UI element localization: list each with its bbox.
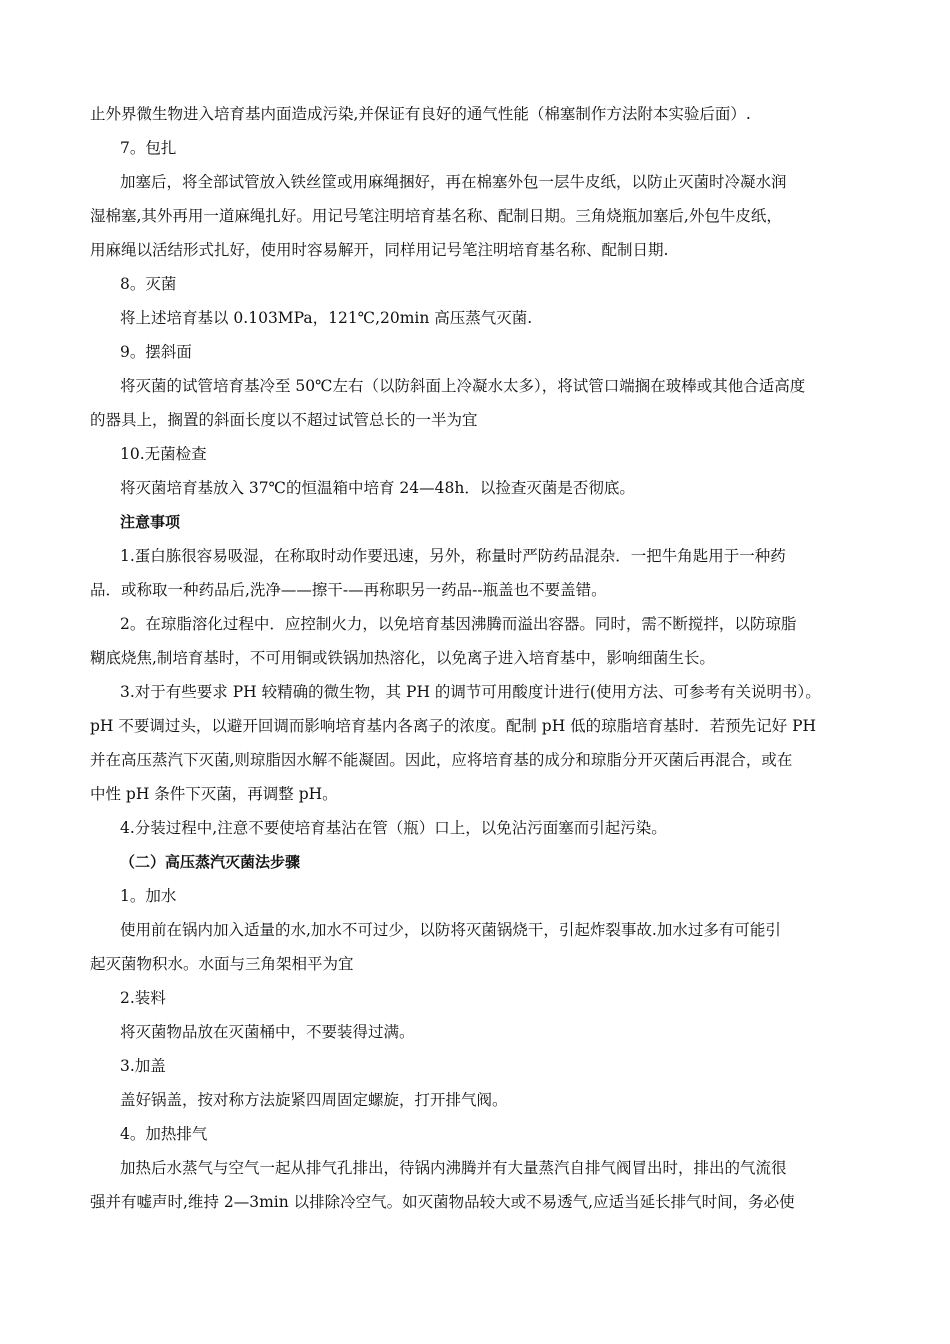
section-heading: 1。加水	[120, 887, 177, 905]
text-line: 强并有嘘声时,维持 2—3min 以排除冷空气。如灭菌物品较大或不易透气,应适当延长排气时间，务必使	[90, 1193, 795, 1211]
section-heading: （二）高压蒸汽灭菌法步骤	[120, 853, 301, 871]
section-heading: 注意事项	[120, 513, 181, 531]
section-heading: 10.无菌检查	[120, 445, 207, 463]
text-line: 湿棉塞,其外再用一道麻绳扎好。用记号笔注明培育基名称、配制日期。三角烧瓶加塞后,外包牛皮纸，	[90, 207, 782, 225]
text-line: 止外界微生物进入培育基内面造成污染,并保证有良好的通气性能（棉塞制作方法附本实验后面）.	[90, 105, 751, 123]
paragraph-first-line: 盖好锅盖，按对称方法旋紧四周固定螺旋，打开排气阀。	[120, 1091, 508, 1109]
text-line: 中性 pH 条件下灭菌，再调整 pH。	[90, 785, 338, 803]
section-heading: 9。摆斜面	[120, 343, 192, 361]
text-line: 起灭菌物积水。水面与三角架相平为宜	[90, 955, 354, 973]
paragraph-first-line: 3.对于有些要求 PH 较精确的微生物，其 PH 的调节可用酸度计进行(使用方法、可参考有关说明书）。	[120, 683, 821, 701]
text-line: 并在高压蒸汽下灭菌,则琼脂因水解不能凝固。因此，应将培育基的成分和琼脂分开灭菌后再混合，或在	[90, 751, 793, 769]
text-line: 品．或称取一种药品后,洗净——擦干-—再称职另一药品--瓶盖也不要盖错。	[90, 581, 607, 599]
paragraph-first-line: 2。在琼脂溶化过程中．应控制火力，以免培育基因沸腾而溢出容器。同时，需不断搅拌，以防琼脂	[120, 615, 797, 633]
text-line: 用麻绳以活结形式扎好，使用时容易解开，同样用记号笔注明培育基名称、配制日期.	[90, 241, 669, 259]
section-heading: 3.加盖	[120, 1057, 166, 1075]
section-heading: 2.装料	[120, 989, 166, 1007]
document-body	[90, 97, 865, 1219]
paragraph-first-line: 加塞后，将全部试管放入铁丝筐或用麻绳捆好，再在棉塞外包一层牛皮纸，以防止灭菌时冷凝水润	[120, 173, 787, 191]
paragraph-first-line: 使用前在锅内加入适量的水,加水不可过少，以防将灭菌锅烧干，引起炸裂事故.加水过多有可能引	[120, 921, 781, 939]
text-line: 的器具上，搁置的斜面长度以不超过试管总长的一半为宜	[90, 411, 478, 429]
paragraph-first-line: 4.分装过程中,注意不要使培育基沾在管（瓶）口上，以免沾污面塞而引起污染。	[120, 819, 667, 837]
text-line: pH 不要调过头，以避开回调而影响培育基内各离子的浓度。配制 pH 低的琼脂培育基时．若预先记好 PH	[90, 717, 817, 735]
section-heading: 8。灭菌	[120, 275, 177, 293]
paragraph-first-line: 将灭菌培育基放入 37℃的恒温箱中培育 24—48h．以捡查灭菌是否彻底。	[120, 479, 635, 497]
paragraph-first-line: 将灭菌物品放在灭菌桶中，不要装得过满。	[120, 1023, 415, 1041]
section-heading: 4。加热排气	[120, 1125, 208, 1143]
text-line: 糊底烧焦,制培育基时，不可用铜或铁锅加热溶化，以免离子进入培育基中，影响细菌生长。	[90, 649, 715, 667]
paragraph-first-line: 将上述培育基以 0.103MPa，121℃,20min 高压蒸气灭菌.	[120, 309, 533, 327]
paragraph-first-line: 1.蛋白胨很容易吸湿，在称取时动作要迅速，另外，称量时严防药品混杂．一把牛角匙用于一种药	[120, 547, 786, 565]
paragraph-first-line: 加热后水蒸气与空气一起从排气孔排出，待锅内沸腾并有大量蒸汽自排气阀冒出时，排出的气流很	[120, 1159, 787, 1177]
paragraph-first-line: 将灭菌的试管培育基冷至 50℃左右（以防斜面上冷凝水太多），将试管口端搁在玻棒或其他合适高度	[120, 377, 806, 395]
section-heading: 7。包扎	[120, 139, 177, 157]
